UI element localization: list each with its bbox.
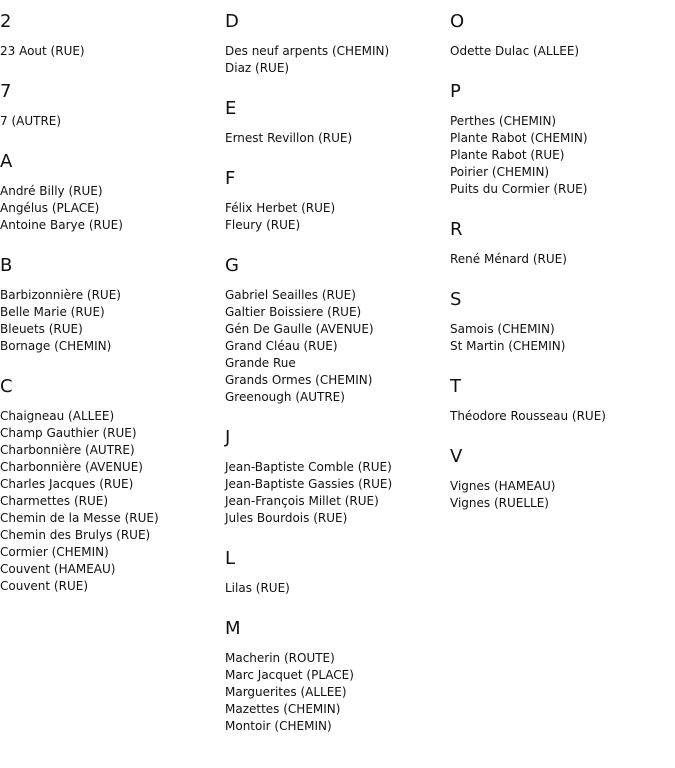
street-entry[interactable]: Samois (CHEMIN) (450, 322, 555, 336)
street-entry[interactable]: Galtier Boissiere (RUE) (225, 305, 362, 319)
street-entry[interactable]: André Billy (RUE) (0, 184, 103, 198)
street-entry[interactable]: Champ Gauthier (RUE) (0, 426, 137, 440)
street-entry[interactable]: Antoine Barye (RUE) (0, 218, 123, 232)
street-list (225, 130, 445, 147)
street-entry[interactable]: Charbonnière (AVENUE) (0, 460, 143, 474)
street-list (450, 251, 670, 268)
street-entry[interactable]: Belle Marie (RUE) (0, 305, 105, 319)
letter-group (450, 220, 670, 268)
street-entry[interactable]: Jules Bourdois (RUE) (225, 511, 348, 525)
letter-group (450, 290, 670, 355)
street-entry[interactable]: Fleury (RUE) (225, 218, 301, 232)
letter-group (225, 12, 445, 77)
letter-group (225, 256, 445, 406)
street-list (225, 459, 445, 527)
street-list (450, 321, 670, 355)
street-list (225, 287, 445, 406)
letter-group (450, 447, 670, 512)
street-list (0, 408, 220, 595)
street-entry[interactable]: Puits du Cormier (RUE) (450, 182, 588, 196)
street-list (0, 43, 220, 60)
street-entry[interactable]: Bornage (CHEMIN) (0, 339, 112, 353)
letter-heading: D (225, 11, 239, 32)
street-entry[interactable]: Barbizonnière (RUE) (0, 288, 121, 302)
letter-heading: A (0, 151, 13, 172)
letter-heading: J (225, 427, 231, 448)
street-entry[interactable]: St Martin (CHEMIN) (450, 339, 566, 353)
letter-group (225, 428, 445, 527)
street-entry[interactable]: Des neuf arpents (CHEMIN) (225, 44, 390, 58)
letter-group (225, 549, 445, 597)
street-list (0, 287, 220, 355)
letter-group (225, 99, 445, 147)
street-entry[interactable]: René Ménard (RUE) (450, 252, 567, 266)
letter-group (0, 152, 220, 234)
street-entry[interactable]: Charbonnière (AUTRE) (0, 443, 135, 457)
street-entry[interactable]: Macherin (ROUTE) (225, 651, 335, 665)
letter-heading: F (225, 168, 236, 189)
street-entry[interactable]: Vignes (RUELLE) (450, 496, 549, 510)
street-entry[interactable]: Bleuets (RUE) (0, 322, 83, 336)
street-entry[interactable]: Chemin des Brulys (RUE) (0, 528, 151, 542)
street-entry[interactable]: Perthes (CHEMIN) (450, 114, 557, 128)
street-entry[interactable]: Plante Rabot (CHEMIN) (450, 131, 588, 145)
street-entry[interactable]: Jean-Baptiste Comble (RUE) (225, 460, 392, 474)
street-entry[interactable]: Odette Dulac (ALLEE) (450, 44, 580, 58)
street-entry[interactable]: Grande Rue (225, 356, 296, 370)
letter-heading: V (450, 446, 463, 467)
street-entry[interactable]: Mazettes (CHEMIN) (225, 702, 341, 716)
street-entry[interactable]: Poirier (CHEMIN) (450, 165, 550, 179)
street-entry[interactable]: Couvent (HAMEAU) (0, 562, 116, 576)
street-entry[interactable]: 23 Aout (RUE) (0, 44, 85, 58)
street-entry[interactable]: Lilas (RUE) (225, 581, 290, 595)
street-entry[interactable]: Vignes (HAMEAU) (450, 479, 556, 493)
letter-heading: O (450, 11, 465, 32)
street-list (225, 580, 445, 597)
letter-heading: E (225, 98, 237, 119)
letter-group (225, 169, 445, 234)
street-entry[interactable]: Gabriel Seailles (RUE) (225, 288, 356, 302)
letter-group (0, 12, 220, 60)
street-entry[interactable]: 7 (AUTRE) (0, 114, 62, 128)
letter-group (450, 377, 670, 425)
street-index-column-3 (450, 0, 670, 534)
street-list (225, 200, 445, 234)
street-index-column-1 (0, 0, 220, 617)
letter-heading: L (225, 548, 236, 569)
street-entry[interactable]: Marguerites (ALLEE) (225, 685, 347, 699)
street-entry[interactable]: Greenough (AUTRE) (225, 390, 345, 404)
street-index-column-2 (225, 0, 445, 757)
letter-group (0, 256, 220, 355)
letter-heading: B (0, 255, 13, 276)
street-list (0, 113, 220, 130)
street-entry[interactable]: Charmettes (RUE) (0, 494, 109, 508)
letter-heading: T (450, 376, 461, 397)
letter-heading: G (225, 255, 239, 276)
letter-group (0, 82, 220, 130)
street-entry[interactable]: Montoir (CHEMIN) (225, 719, 332, 733)
street-entry[interactable]: Chemin de la Messe (RUE) (0, 511, 159, 525)
street-entry[interactable]: Gén De Gaulle (AVENUE) (225, 322, 374, 336)
letter-group (450, 82, 670, 198)
street-entry[interactable]: Jean-Baptiste Gassies (RUE) (225, 477, 393, 491)
street-list (225, 650, 445, 735)
street-list (450, 478, 670, 512)
letter-heading: C (0, 376, 13, 397)
letter-heading: P (450, 81, 461, 102)
street-list (450, 113, 670, 198)
letter-group (0, 377, 220, 595)
street-entry[interactable]: Félix Herbet (RUE) (225, 201, 336, 215)
street-list (225, 43, 445, 77)
street-entry[interactable]: Théodore Rousseau (RUE) (450, 409, 606, 423)
street-entry[interactable]: Marc Jacquet (PLACE) (225, 668, 354, 682)
letter-heading: R (450, 219, 463, 240)
street-entry[interactable]: Grands Ormes (CHEMIN) (225, 373, 373, 387)
street-entry[interactable]: Diaz (RUE) (225, 61, 290, 75)
street-entry[interactable]: Cormier (CHEMIN) (0, 545, 109, 559)
letter-group (225, 619, 445, 735)
street-entry[interactable]: Jean-François Millet (RUE) (225, 494, 379, 508)
street-entry[interactable]: Couvent (RUE) (0, 579, 89, 593)
street-entry[interactable]: Ernest Revillon (RUE) (225, 131, 353, 145)
letter-heading: S (450, 289, 462, 310)
street-entry[interactable]: Chaigneau (ALLEE) (0, 409, 115, 423)
letter-heading: M (225, 618, 241, 639)
street-entry[interactable]: Charles Jacques (RUE) (0, 477, 134, 491)
letter-group (450, 12, 670, 60)
street-list (0, 183, 220, 234)
street-entry[interactable]: Plante Rabot (RUE) (450, 148, 565, 162)
letter-heading: 7 (0, 81, 12, 102)
letter-heading: 2 (0, 11, 12, 32)
street-entry[interactable]: Grand Cléau (RUE) (225, 339, 338, 353)
street-entry[interactable]: Angélus (PLACE) (0, 201, 100, 215)
street-list (450, 43, 670, 60)
street-list (450, 408, 670, 425)
